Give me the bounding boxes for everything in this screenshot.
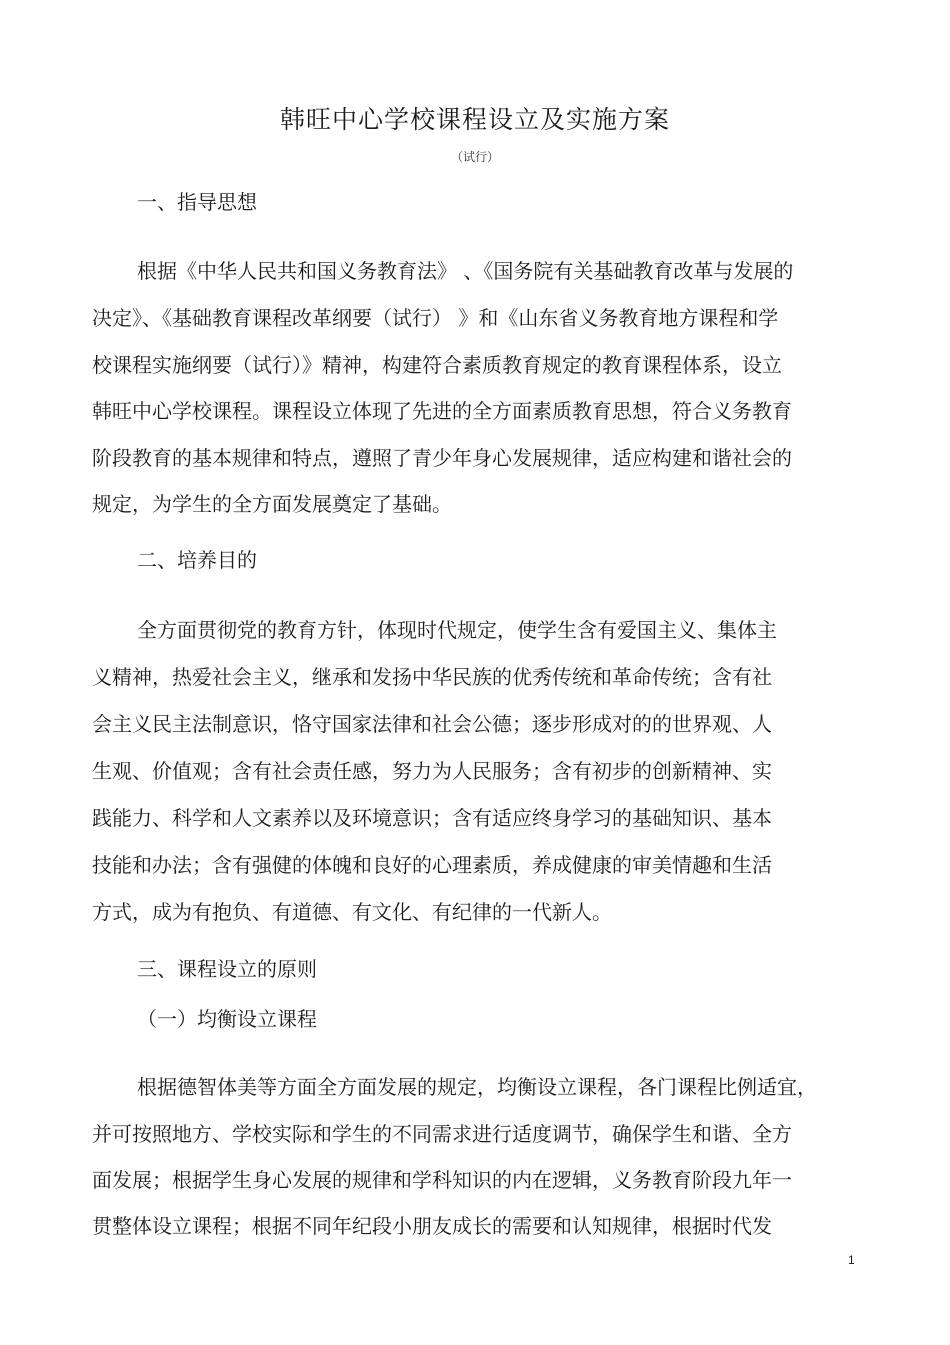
section-heading: 二、培养目的	[137, 548, 257, 572]
paragraph-line: 技能和办法；含有强健的体魄和良好的心理素质，养成健康的审美情趣和生活	[92, 853, 772, 877]
section-heading: 三、课程设立的原则	[137, 957, 317, 981]
paragraph-line: 决定》、《基础教育课程改革纲要（试行） 》和《山东省义务教育地方课程和学	[92, 306, 779, 330]
paragraph-line: 生观、价值观；含有社会责任感，努力为人民服务；含有初步的创新精神、实	[92, 759, 772, 783]
paragraph-line: 全方面贯彻党的教育方针，体现时代规定，使学生含有爱国主义、集体主	[137, 618, 777, 642]
paragraph-line: 校课程实施纲要（试行）》精神，构建符合素质教育规定的教育课程体系，设立	[92, 353, 782, 377]
paragraph-line: 阶段教育的基本规律和特点，遵照了青少年身心发展规律，适应构建和谐社会的	[92, 446, 792, 470]
paragraph-line: 根据《中华人民共和国义务教育法》 、《国务院有关基础教育改革与发展的	[137, 259, 794, 283]
paragraph-line: 根据德智体美等方面全方面发展的规定，均衡设立课程，各门课程比例适宜，	[137, 1075, 817, 1099]
document-subtitle: （试行）	[450, 150, 499, 164]
paragraph-line: 韩旺中心学校课程。课程设立体现了先进的全方面素质教育思想，符合义务教育	[92, 399, 792, 423]
paragraph-line: 面发展；根据学生身心发展的规律和学科知识的内在逻辑，义务教育阶段九年一	[92, 1168, 792, 1192]
section-heading: 一、指导思想	[137, 190, 257, 214]
paragraph-line: 规定，为学生的全方面发展奠定了基础。	[92, 492, 452, 516]
paragraph-line: 贯整体设立课程；根据不同年纪段小朋友成长的需要和认知规律，根据时代发	[92, 1214, 772, 1238]
paragraph-line: 并可按照地方、学校实际和学生的不同需求进行适度调节，确保学生和谐、全方	[92, 1122, 792, 1146]
paragraph-line: 践能力、科学和人文素养以及环境意识；含有适应终身学习的基础知识、基本	[92, 806, 772, 830]
paragraph-line: 方式，成为有抱负、有道德、有文化、有纪律的一代新人。	[92, 900, 612, 924]
paragraph-line: 会主义民主法制意识，恪守国家法律和社会公德；逐步形成对的的世界观、人	[92, 712, 772, 736]
subsection-heading: （一）均衡设立课程	[137, 1007, 317, 1031]
paragraph-line: 义精神，热爱社会主义，继承和发扬中华民族的优秀传统和革命传统；含有社	[92, 665, 772, 689]
page-number: 1	[848, 1253, 855, 1267]
document-title: 韩旺中心学校课程设立及实施方案	[279, 105, 670, 134]
